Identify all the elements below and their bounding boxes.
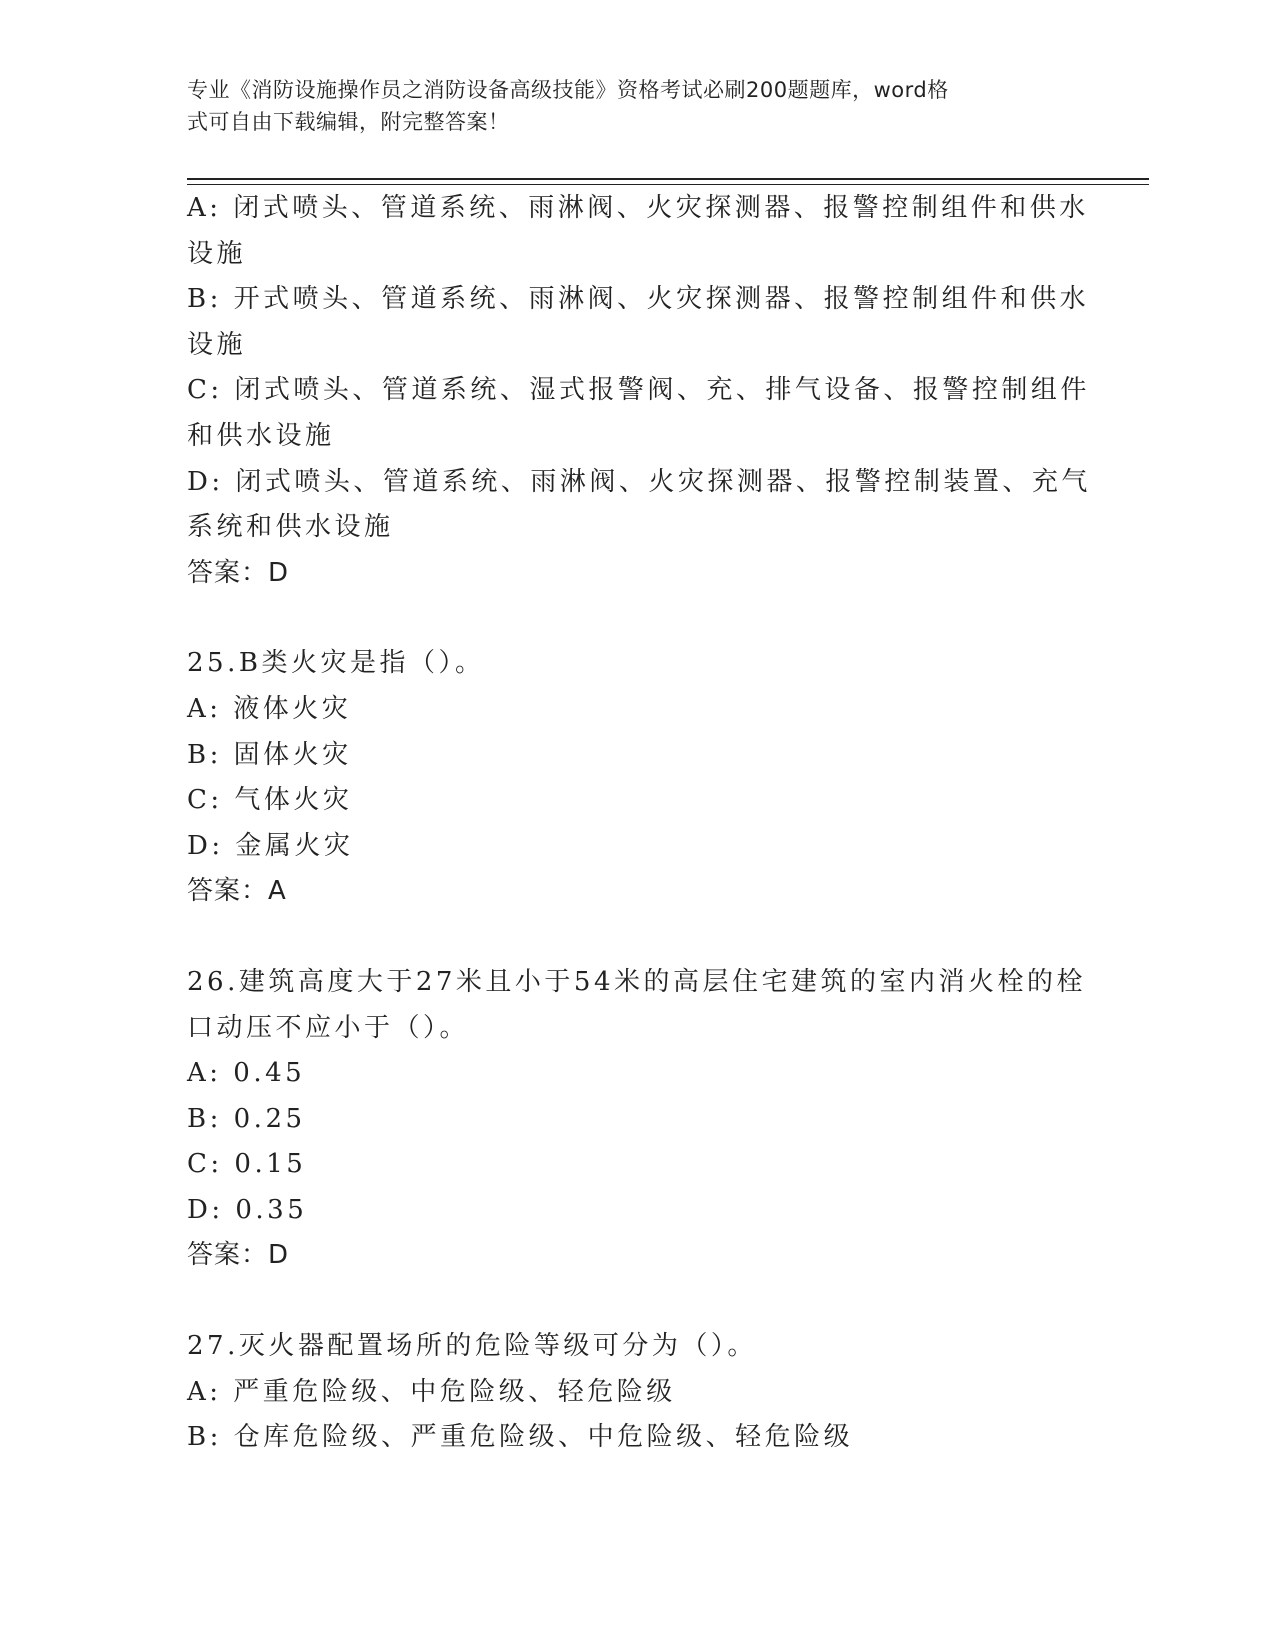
question-stem-line-1: 26.建筑高度大于27米且小于54米的高层住宅建筑的室内消火栓的栓 xyxy=(187,966,1087,997)
question-24 xyxy=(187,186,1091,596)
question-stem: 25.B类火灾是指（）。 xyxy=(187,648,485,679)
option-a: A: 严重危险级、中危险级、轻危险级 xyxy=(187,1376,676,1407)
option-b-line-1: B: 开式喷头、管道系统、雨淋阀、火灾探测器、报警控制组件和供水 xyxy=(187,284,1090,315)
spacer xyxy=(187,915,1077,960)
header-divider xyxy=(187,178,1149,185)
question-stem: 27.灭火器配置场所的危险等级可分为（）。 xyxy=(187,1331,757,1362)
header-line-1: 专业《消防设施操作员之消防设备高级技能》资格考试必刷200题题库，word格 xyxy=(187,78,949,102)
option-b: B: 固体火灾 xyxy=(187,739,352,770)
option-c-line-1: C: 闭式喷头、管道系统、湿式报警阀、充、排气设备、报警控制组件 xyxy=(187,375,1090,406)
spacer xyxy=(187,1279,1077,1324)
option-c: C: 气体火灾 xyxy=(187,785,353,816)
answer: 答案：D xyxy=(187,1240,290,1271)
option-a: A: 0.45 xyxy=(187,1058,306,1089)
question-25 xyxy=(187,641,1077,915)
answer: 答案：D xyxy=(187,557,290,588)
option-d-line-1: D: 闭式喷头、管道系统、雨淋阀、火灾探测器、报警控制装置、充气 xyxy=(187,466,1091,497)
option-b: B: 0.25 xyxy=(187,1103,306,1134)
answer: 答案：A xyxy=(187,876,287,907)
page-header xyxy=(187,74,1067,138)
option-d-line-2: 系统和供水设施 xyxy=(187,512,394,543)
option-d: D: 金属火灾 xyxy=(187,830,354,861)
question-26 xyxy=(187,960,1087,1279)
option-c-line-2: 和供水设施 xyxy=(187,420,335,451)
header-line-2: 式可自由下载编辑，附完整答案！ xyxy=(187,110,510,134)
option-a-line-1: A: 闭式喷头、管道系统、雨淋阀、火灾探测器、报警控制组件和供水 xyxy=(187,193,1089,223)
option-b: B: 仓库危险级、严重危险级、中危险级、轻危险级 xyxy=(187,1422,854,1453)
question-27 xyxy=(187,1324,1077,1461)
question-stem-line-2: 口动压不应小于（）。 xyxy=(187,1012,470,1043)
option-a: A: 液体火灾 xyxy=(187,693,352,724)
question-content xyxy=(187,186,1091,1461)
option-a-line-2: 设施 xyxy=(187,238,247,269)
option-d: D: 0.35 xyxy=(187,1194,308,1225)
option-c: C: 0.15 xyxy=(187,1149,307,1180)
option-b-line-2: 设施 xyxy=(187,329,247,360)
spacer xyxy=(187,596,1077,641)
